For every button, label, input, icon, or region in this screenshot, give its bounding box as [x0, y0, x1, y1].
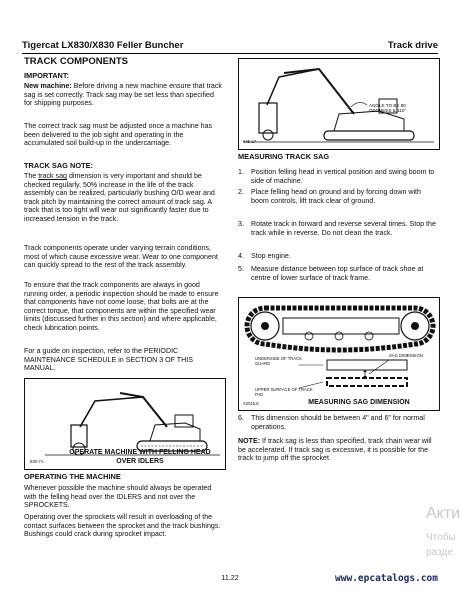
upper-surface-label: UPPER SURFACE OF TRACK PAD	[255, 387, 313, 397]
new-machine-label: New machine:	[24, 82, 72, 90]
felling-figure-caption: OPERATE MACHINE WITH FELLING HEAD OVER IDLERS	[69, 449, 211, 465]
step-number: 1.	[238, 168, 244, 176]
step-text: This dimension should be between 4" and 6" for normal operations.	[251, 414, 425, 431]
sag-dimension-label: SAG DIMENSION	[389, 353, 423, 358]
step-6-block	[238, 414, 438, 434]
note-prefix: The	[24, 172, 39, 180]
step-number: 3.	[238, 220, 244, 228]
important-heading: IMPORTANT:	[24, 71, 70, 80]
activation-overlay-title: Акти	[426, 505, 460, 522]
felling-figure-id: 830-7A	[30, 459, 44, 464]
track-sag-note-heading: TRACK SAG NOTE:	[24, 161, 93, 170]
track-components-heading: TRACK COMPONENTS	[24, 56, 128, 67]
guide-paragraph: For a guide on inspection, refer to the PERIODIC MAINTENANCE SCHEDULE in SECTION 3 OF THIS MANUAL.	[24, 347, 193, 373]
step-text: Measure distance between top surface of track shoe at centre of lower surface of track frame.	[251, 265, 424, 282]
step-text: Place felling head on ground and by forcing down with boom controls, lift track clear of ground.	[251, 188, 421, 205]
boom-figure-id: 845-17	[243, 139, 257, 144]
sag-figure-id: S2015.8	[243, 401, 259, 406]
step-text: Stop engine.	[251, 252, 291, 260]
section-name: Track drive	[387, 40, 438, 51]
conditions-paragraph: Track components operate under varying terrain conditions, most of which cause excessive wear. Wear to one component can quickly spread to the rest of the track assembly.	[24, 244, 218, 270]
track-sag-note	[238, 437, 438, 463]
page-number: 11.22	[221, 573, 239, 582]
step-number: 6.	[238, 414, 244, 422]
angle-note: ANGLE TO BE 90 DEGREES & 110°	[369, 103, 407, 114]
operating-paragraph: Whenever possible the machine should always be operated with the felling head over the IDLERS and not over the SPROCKETS.	[24, 484, 212, 510]
note-label: NOTE:	[238, 437, 261, 445]
sprockets-paragraph: Operating over the sprockets will result in overloading of the contact surfaces between the sprocket and the track bushings. Bushings could crack during sprocket impact.	[24, 513, 221, 539]
step-number: 4.	[238, 252, 244, 260]
step-number: 2.	[238, 188, 244, 196]
new-machine-paragraph	[24, 82, 224, 108]
underside-track-guard-label: UNDERSIDE OF TRACK GUARD	[255, 356, 302, 366]
note-body: dimension is very important and should be checked regularly, 50% increase in the life of the track assembly can be realized, particularly bushing O/D wear and track pitch by maintaining the correct amount of track sag. A track that is too tight will wear out significantly faster due to increased tension in the track.	[24, 172, 215, 223]
inspection-paragraph: To ensure that the track components are always in good running order, a periodic inspection should be made to ensure that components have not come loose, that bolts are at the correct torque, that components are within the specified wear limits (discussed further in this section) and where applicable, check lubrication points.	[24, 281, 219, 332]
correct-sag-paragraph: The correct track sag must be adjusted once a machine has been delivered to the job sight and operating in the accumulated soil build-up in the undercarriage.	[24, 122, 213, 148]
measuring-track-sag-heading: MEASURING TRACK SAG	[238, 152, 330, 161]
felling-head-figure	[24, 378, 226, 470]
sag-dimension-figure	[238, 297, 440, 411]
note-text: If track sag is less than specified, track chain wear will be accelerated. If track sag is excessive, it is possible for the track to jump off the sprocket.	[238, 437, 432, 463]
boom-angle-figure	[238, 58, 440, 150]
header-rule	[22, 53, 438, 54]
new-machine-text: Before driving a new machine ensure that track sag is set correctly. Track sag may be set less than specified for shipping purposes.	[24, 82, 222, 108]
track-sag-note-paragraph	[24, 172, 224, 224]
overlay-line-1: Чтобы	[426, 532, 456, 543]
page-header	[22, 40, 438, 53]
operating-heading: OPERATING THE MACHINE	[24, 472, 121, 481]
activation-overlay-text	[426, 530, 456, 560]
step-text: Rotate track in forward and reverse several times. Stop the track while in reverse. Do not clean the track.	[251, 220, 436, 237]
website-watermark: www.epcatalogs.com	[335, 573, 438, 584]
step-text: Position felling head in vertical position and swing boom to side of machine.	[251, 168, 435, 185]
measuring-steps	[238, 168, 438, 293]
manual-title: Tigercat LX830/X830 Feller Buncher	[22, 40, 184, 51]
sag-figure-caption: MEASURING SAG DIMENSION	[308, 399, 410, 406]
track-sag-underlined: track sag	[38, 172, 67, 180]
overlay-line-2: разде	[426, 547, 453, 558]
step-number: 5.	[238, 265, 244, 273]
